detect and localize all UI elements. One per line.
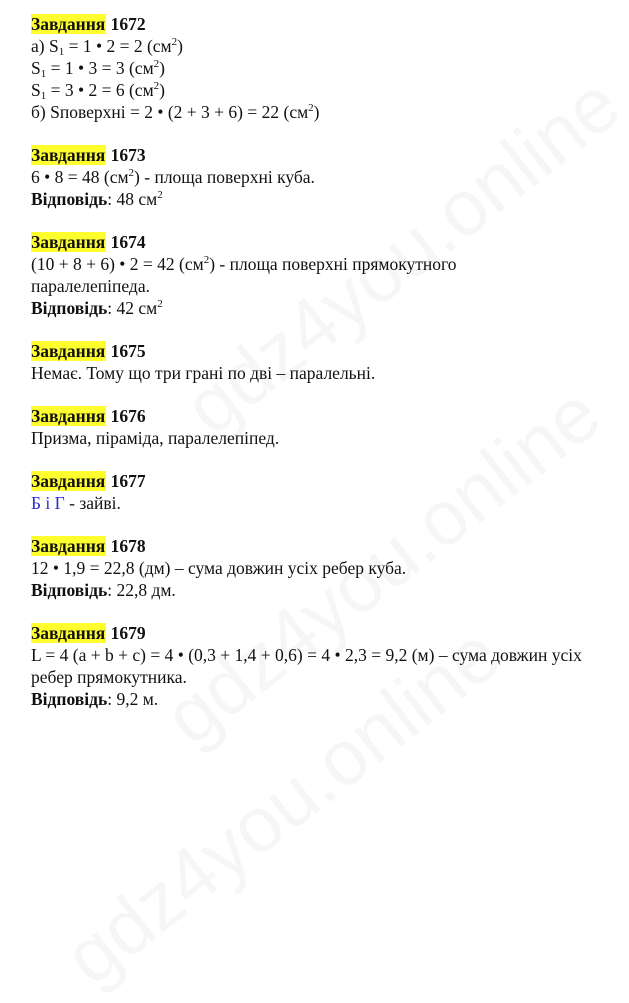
solution-line: Немає. Тому що три грані по дві – паралельні. bbox=[31, 363, 376, 383]
answer-label: Відповідь bbox=[31, 298, 108, 318]
solution-line: а) $S_1 = 1$ • 2 = 2 $(см^2)$ bbox=[31, 36, 183, 58]
solution-line: L = 4 (a + b + c) = 4 • (0,3 + 1,4 + 0,6) = 4 • 2,3 = 9,2 (м) – сума довжин усіх ребер прямокутника. bbox=[31, 645, 582, 687]
task-title bbox=[31, 340, 621, 362]
solution-line: 6 • 8 = 48 $(см^2)$ - площа поверхні куба. bbox=[31, 167, 315, 187]
task-number: 1677 bbox=[110, 471, 146, 491]
task-label: Завдання bbox=[31, 536, 106, 556]
task-number: 1672 bbox=[110, 14, 146, 34]
task-label: Завдання bbox=[31, 145, 106, 165]
task-1674 bbox=[31, 231, 621, 319]
highlighted-answer: Б і Г bbox=[31, 493, 65, 513]
task-1677 bbox=[31, 470, 621, 514]
task-title bbox=[31, 405, 621, 427]
task-1679 bbox=[31, 622, 621, 710]
task-label: Завдання bbox=[31, 232, 106, 252]
task-title bbox=[31, 470, 621, 492]
task-label: Завдання bbox=[31, 406, 106, 426]
document-page bbox=[31, 13, 621, 731]
task-1678 bbox=[31, 535, 621, 601]
solution-line: (10 + 8 + 6) • 2 = 42 $(см^2)$ - площа поверхні прямокутного паралелепіпеда. bbox=[31, 254, 457, 296]
task-number: 1678 bbox=[110, 536, 146, 556]
answer-label: Відповідь bbox=[31, 689, 108, 709]
task-title bbox=[31, 13, 621, 35]
task-1672 bbox=[31, 13, 621, 123]
answer-line: Відповідь: 9,2 м. bbox=[31, 689, 159, 709]
task-1673 bbox=[31, 144, 621, 210]
task-label: Завдання bbox=[31, 471, 106, 491]
task-number: 1679 bbox=[110, 623, 146, 643]
solution-line: Призма, піраміда, паралелепіпед. bbox=[31, 428, 280, 448]
task-number: 1675 bbox=[110, 341, 146, 361]
answer-label: Відповідь bbox=[31, 580, 108, 600]
answer-line: Відповідь: 48 $см^2$ bbox=[31, 189, 163, 209]
task-number: 1674 bbox=[110, 232, 146, 252]
answer-label: Відповідь bbox=[31, 189, 108, 209]
task-title bbox=[31, 535, 621, 557]
task-1675 bbox=[31, 340, 621, 384]
answer-line: Відповідь: 22,8 дм. bbox=[31, 580, 176, 600]
task-1676 bbox=[31, 405, 621, 449]
task-title bbox=[31, 622, 621, 644]
task-title bbox=[31, 144, 621, 166]
solution-line: б) Sповерхні = 2 • (2 + 3 + 6) = 22 $(см^2)$ bbox=[31, 102, 320, 122]
task-number: 1673 bbox=[110, 145, 146, 165]
task-label: Завдання bbox=[31, 14, 106, 34]
task-number: 1676 bbox=[110, 406, 146, 426]
answer-line: Відповідь: 42 $см^2$ bbox=[31, 298, 163, 318]
task-title bbox=[31, 231, 621, 253]
task-label: Завдання bbox=[31, 623, 106, 643]
solution-line: Б і Г - зайві. bbox=[31, 493, 121, 513]
task-label: Завдання bbox=[31, 341, 106, 361]
solution-line: $S_1 = 1$ • 3 = 3 $(см^2)$ bbox=[31, 58, 165, 80]
solution-line: $S_1 = 3$ • 2 = 6 $(см^2)$ bbox=[31, 80, 165, 102]
solution-line: 12 • 1,9 = 22,8 (дм) – сума довжин усіх ребер куба. bbox=[31, 558, 407, 578]
